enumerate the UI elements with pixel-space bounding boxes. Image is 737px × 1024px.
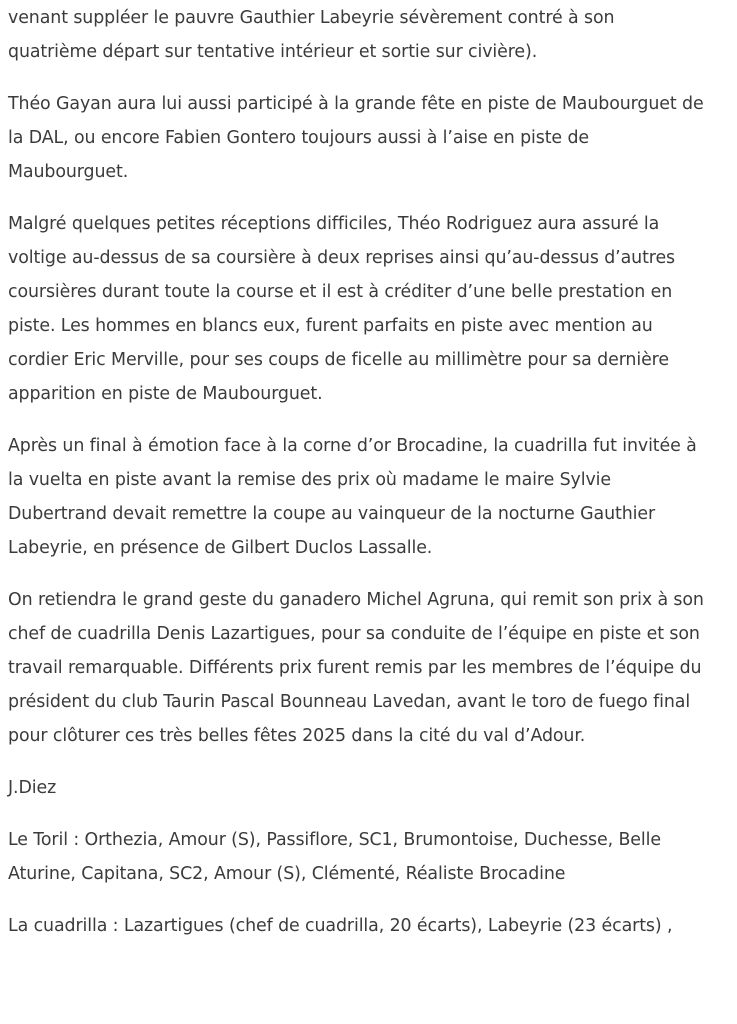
text-line: coursières durant toute la course et il est à créditer d’une belle prestation en <box>8 282 673 302</box>
text-line: quatrième départ sur tentative intérieur et sortie sur civière). <box>8 42 538 62</box>
text-line: venant suppléer le pauvre Gauthier Labeyrie sévèrement contré à son <box>8 8 615 28</box>
text-line: Maubourguet. <box>8 162 129 182</box>
article-body <box>8 0 730 961</box>
text-line: Après un final à émotion face à la corne d’or Brocadine, la cuadrilla fut invitée à <box>8 436 697 456</box>
text-line: chef de cuadrilla Denis Lazartigues, pour sa conduite de l’équipe en piste et son <box>8 624 700 644</box>
text-line: piste. Les hommes en blancs eux, furent parfaits en piste avec mention au <box>8 316 653 336</box>
text-line: pour clôturer ces très belles fêtes 2025 dans la cité du val d’Adour. <box>8 726 586 746</box>
paragraph-final <box>8 429 730 565</box>
paragraph-gayan <box>8 87 730 189</box>
text-line: La cuadrilla : Lazartigues (chef de cuadrilla, 20 écarts), Labeyrie (23 écarts) , <box>8 916 673 936</box>
paragraph-cuadrilla <box>8 909 730 943</box>
text-line: Malgré quelques petites réceptions difficiles, Théo Rodriguez aura assuré la <box>8 214 660 234</box>
text-line: la vuelta en piste avant la remise des prix où madame le maire Sylvie <box>8 470 611 490</box>
paragraph-toril <box>8 823 730 891</box>
text-line: Aturine, Capitana, SC2, Amour (S), Clémenté, Réaliste Brocadine <box>8 864 566 884</box>
text-line: On retiendra le grand geste du ganadero Michel Agruna, qui remit son prix à son <box>8 590 704 610</box>
text-line: voltige au-dessus de sa coursière à deux reprises ainsi qu’au-dessus d’autres <box>8 248 676 268</box>
text-line: apparition en piste de Maubourguet. <box>8 384 323 404</box>
author-signature: J.Diez <box>8 778 57 798</box>
text-line: travail remarquable. Différents prix furent remis par les membres de l’équipe du <box>8 658 702 678</box>
text-line: Théo Gayan aura lui aussi participé à la grande fête en piste de Maubourguet de <box>8 94 704 114</box>
text-line: la DAL, ou encore Fabien Gontero toujours aussi à l’aise en piste de <box>8 128 589 148</box>
paragraph-injury <box>8 1 730 69</box>
paragraph-author <box>8 771 730 805</box>
text-line: Dubertrand devait remettre la coupe au vainqueur de la nocturne Gauthier <box>8 504 656 524</box>
text-line: Le Toril : Orthezia, Amour (S), Passiflore, SC1, Brumontoise, Duchesse, Belle <box>8 830 661 850</box>
text-line: président du club Taurin Pascal Bounneau Lavedan, avant le toro de fuego final <box>8 692 691 712</box>
paragraph-ganadero <box>8 583 730 753</box>
text-line: cordier Eric Merville, pour ses coups de ficelle au millimètre pour sa dernière <box>8 350 669 370</box>
text-line: Labeyrie, en présence de Gilbert Duclos Lassalle. <box>8 538 433 558</box>
paragraph-rodriguez <box>8 207 730 411</box>
